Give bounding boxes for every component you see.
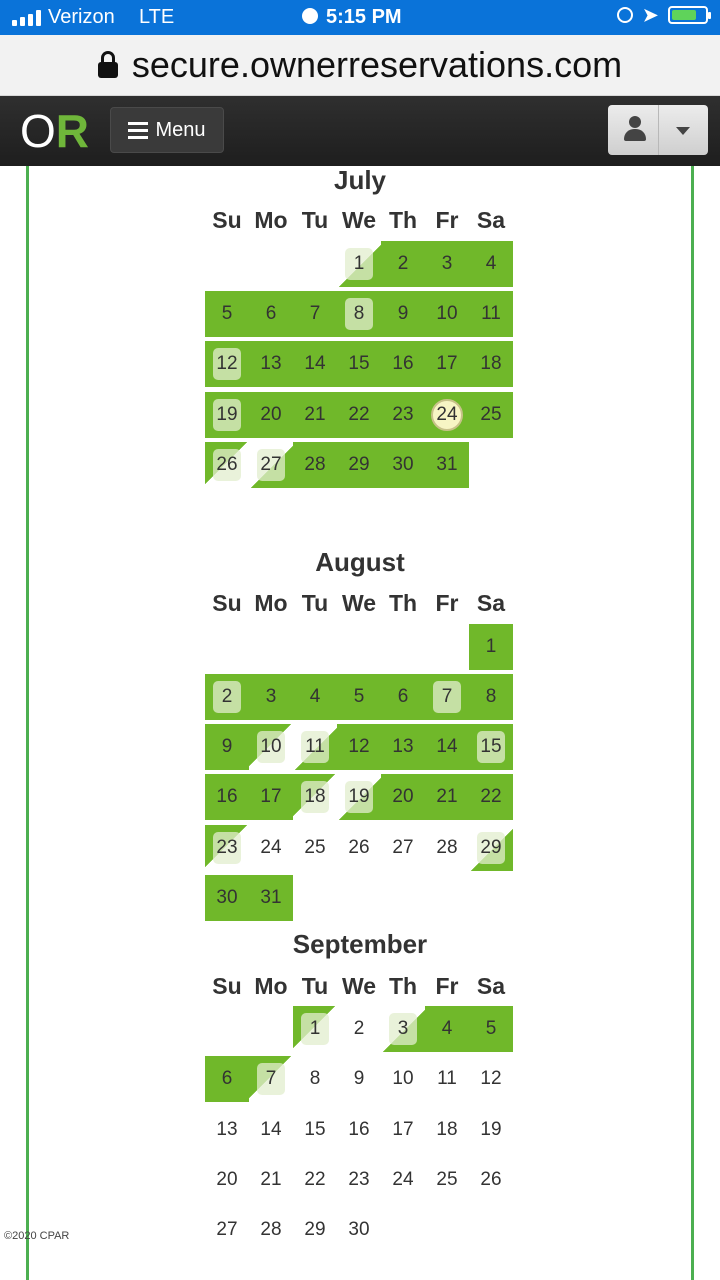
weekday-header: Sa: [476, 973, 506, 999]
calendar-day[interactable]: [249, 825, 293, 871]
day-number: 17: [260, 786, 282, 807]
day-number: 10: [436, 303, 458, 324]
day-number: 16: [216, 786, 238, 807]
day-number: 3: [441, 253, 453, 274]
day-number: 3: [265, 686, 277, 707]
signal-icon: [12, 10, 42, 26]
month-title-july: July: [333, 165, 387, 195]
weekday-header: We: [341, 207, 377, 233]
calendar-day[interactable]: [337, 442, 381, 488]
day-number: 8: [309, 1068, 321, 1089]
menu-button[interactable]: [110, 107, 224, 153]
calendar-day[interactable]: [293, 1107, 337, 1153]
day-number: 22: [304, 1169, 326, 1190]
day-number: 5: [353, 686, 365, 707]
weekday-header: Sa: [476, 590, 506, 616]
calendar-day[interactable]: [249, 724, 293, 770]
calendar-day[interactable]: [337, 341, 381, 387]
day-number: 7: [309, 303, 321, 324]
calendar-day[interactable]: [293, 674, 337, 720]
url-text[interactable]: secure.ownerreservations.com: [131, 44, 623, 85]
day-number: 4: [485, 253, 497, 274]
calendar-day[interactable]: [425, 674, 469, 720]
calendar-day[interactable]: [293, 291, 337, 337]
day-number: 25: [304, 837, 326, 858]
calendar-day[interactable]: [205, 1107, 249, 1153]
day-number: 8: [485, 686, 497, 707]
calendar-day[interactable]: [249, 1207, 293, 1253]
day-number: 15: [304, 1119, 326, 1140]
day-number: 1: [485, 636, 497, 657]
user-account-button[interactable]: [608, 105, 658, 155]
day-number: 19: [345, 781, 373, 813]
logo-o: O: [20, 105, 56, 157]
day-number: 9: [397, 303, 409, 324]
day-number: 11: [481, 303, 501, 324]
day-number: 4: [309, 686, 321, 707]
day-number: 26: [480, 1169, 502, 1190]
day-number: 15: [348, 353, 370, 374]
weekday-header: Tu: [301, 590, 329, 616]
day-number: 11: [437, 1068, 457, 1089]
day-number: 19: [213, 399, 241, 431]
calendar-day[interactable]: [293, 1056, 337, 1102]
weekday-header: We: [341, 590, 377, 616]
weekday-header: Su: [212, 590, 242, 616]
calendar-day[interactable]: [469, 291, 513, 337]
address-bar[interactable]: [0, 35, 720, 96]
calendar-day[interactable]: [205, 774, 249, 820]
day-number: 2: [353, 1018, 365, 1039]
day-number: 9: [353, 1068, 365, 1089]
day-number: 22: [480, 786, 502, 807]
calendar-day[interactable]: [337, 1107, 381, 1153]
calendar-day[interactable]: [381, 291, 425, 337]
day-number: 1: [301, 1013, 329, 1045]
status-bar: [0, 0, 720, 35]
day-number: 21: [304, 404, 326, 425]
calendar-day[interactable]: [469, 341, 513, 387]
day-number: 30: [392, 454, 414, 475]
time-label: 5:15 PM: [326, 6, 402, 28]
calendar-day[interactable]: [469, 241, 513, 287]
day-number: 18: [480, 353, 502, 374]
network-label: LTE: [139, 6, 175, 28]
day-number: 6: [265, 303, 277, 324]
calendar-day[interactable]: [381, 341, 425, 387]
day-number: 5: [485, 1018, 497, 1039]
calendar-day[interactable]: [381, 825, 425, 871]
calendar-day[interactable]: [249, 341, 293, 387]
day-number: 29: [304, 1219, 326, 1240]
calendar-day[interactable]: [205, 724, 249, 770]
calendar-day[interactable]: [205, 1207, 249, 1253]
day-number: 2: [397, 253, 409, 274]
clock-time: [302, 6, 402, 29]
carrier-label: Verizon: [48, 6, 115, 28]
day-number: 16: [392, 353, 414, 374]
day-number: 12: [213, 348, 241, 380]
weekday-header: Mo: [254, 207, 288, 233]
calendar-day[interactable]: [381, 724, 425, 770]
weekday-header: Tu: [301, 207, 329, 233]
calendar-day[interactable]: [249, 291, 293, 337]
calendar-day[interactable]: [425, 825, 469, 871]
day-number: 27: [392, 837, 414, 858]
calendar-day[interactable]: [293, 1157, 337, 1203]
calendar-day[interactable]: [425, 724, 469, 770]
day-number: 28: [436, 837, 458, 858]
calendar-day[interactable]: [381, 392, 425, 438]
calendar-day[interactable]: [337, 674, 381, 720]
calendar-day[interactable]: [205, 1157, 249, 1203]
day-number: 7: [433, 681, 461, 713]
calendar-day[interactable]: [249, 774, 293, 820]
calendar-day[interactable]: [293, 442, 337, 488]
day-number: 11: [301, 731, 329, 763]
calendar-day[interactable]: [249, 674, 293, 720]
calendar-day[interactable]: [381, 1157, 425, 1203]
calendar-day[interactable]: [381, 442, 425, 488]
calendar-day[interactable]: [425, 241, 469, 287]
weekday-header: Fr: [435, 590, 459, 616]
site-logo[interactable]: [20, 106, 89, 156]
calendar-day[interactable]: [293, 1006, 337, 1052]
day-number: 25: [480, 404, 502, 425]
calendar-day[interactable]: [469, 674, 513, 720]
calendar-day[interactable]: [425, 442, 469, 488]
calendar-day[interactable]: [249, 1056, 293, 1102]
calendar-day[interactable]: [249, 442, 293, 488]
day-number: 28: [260, 1219, 282, 1240]
calendar-day[interactable]: [425, 1157, 469, 1203]
day-number: 17: [392, 1119, 414, 1140]
day-number: 21: [436, 786, 458, 807]
calendar-day[interactable]: [249, 392, 293, 438]
weekday-header: We: [341, 973, 377, 999]
calendar-day[interactable]: [381, 1006, 425, 1052]
day-number: 29: [477, 832, 505, 864]
calendar-day[interactable]: [249, 875, 293, 921]
calendar-day[interactable]: [381, 774, 425, 820]
day-number: 30: [216, 887, 238, 908]
day-number: 16: [348, 1119, 370, 1140]
calendar-day[interactable]: [205, 291, 249, 337]
day-number: 14: [260, 1119, 282, 1140]
calendar-day[interactable]: [381, 1107, 425, 1153]
calendar-day[interactable]: [469, 624, 513, 670]
calendar-day[interactable]: [205, 341, 249, 387]
weekday-header: Sa: [476, 207, 506, 233]
day-number: 9: [221, 736, 233, 757]
weekday-header: Th: [388, 973, 418, 999]
chevron-down-icon: [676, 127, 690, 135]
day-number: 26: [348, 837, 370, 858]
weekday-header: Su: [212, 973, 242, 999]
day-number: 13: [260, 353, 282, 374]
location-icon: ➤: [642, 5, 658, 25]
calendar-day[interactable]: [205, 875, 249, 921]
calendar-day[interactable]: [469, 392, 513, 438]
day-number: 1: [345, 248, 373, 280]
day-number: 4: [441, 1018, 453, 1039]
calendar-day[interactable]: [293, 392, 337, 438]
day-number: 19: [480, 1119, 502, 1140]
day-number: 29: [348, 454, 370, 475]
month-title-september: September: [292, 929, 428, 959]
day-number: 24: [431, 399, 463, 431]
day-number: 31: [260, 887, 282, 908]
day-number: 17: [436, 353, 458, 374]
day-number: 5: [221, 303, 233, 324]
calendar-day[interactable]: [469, 724, 513, 770]
calendar-day[interactable]: [425, 1006, 469, 1052]
calendar-day[interactable]: [425, 392, 469, 438]
calendar-day[interactable]: [469, 1056, 513, 1102]
day-number: 6: [221, 1068, 233, 1089]
day-number: 7: [257, 1063, 285, 1095]
clock-icon: [302, 8, 318, 24]
day-number: 10: [257, 731, 285, 763]
calendar-day[interactable]: [337, 1056, 381, 1102]
calendar-day[interactable]: [469, 1157, 513, 1203]
calendar-day[interactable]: [293, 825, 337, 871]
logo-r: R: [55, 105, 90, 157]
copyright: ©2020 CPAR: [4, 1230, 70, 1242]
day-number: 22: [348, 404, 370, 425]
calendar-day[interactable]: [205, 442, 249, 488]
calendar-day[interactable]: [337, 1207, 381, 1253]
day-number: 12: [480, 1068, 502, 1089]
calendar-day[interactable]: [337, 1006, 381, 1052]
weekday-header: Fr: [435, 207, 459, 233]
day-number: 18: [436, 1119, 458, 1140]
day-number: 14: [304, 353, 326, 374]
day-number: 3: [389, 1013, 417, 1045]
weekday-header: Tu: [301, 973, 329, 999]
calendar-day[interactable]: [425, 341, 469, 387]
calendar-day[interactable]: [381, 241, 425, 287]
day-number: 10: [392, 1068, 414, 1089]
calendar-day[interactable]: [205, 392, 249, 438]
menu-label: Menu: [155, 118, 206, 141]
calendar-day[interactable]: [249, 1107, 293, 1153]
calendar-day[interactable]: [293, 724, 337, 770]
calendar-day[interactable]: [469, 1107, 513, 1153]
calendar-day[interactable]: [293, 341, 337, 387]
day-number: 24: [392, 1169, 414, 1190]
day-number: 24: [260, 837, 282, 858]
day-number: 8: [345, 298, 373, 330]
day-number: 14: [436, 736, 458, 757]
calendar-day[interactable]: [469, 825, 513, 871]
day-number: 20: [260, 404, 282, 425]
calendar-day[interactable]: [469, 1006, 513, 1052]
day-number: 12: [348, 736, 370, 757]
lock-icon: [98, 51, 118, 79]
calendar-day[interactable]: [205, 825, 249, 871]
calendar-day[interactable]: [425, 291, 469, 337]
hamburger-icon: [128, 122, 148, 139]
day-number: 20: [392, 786, 414, 807]
calendar-day[interactable]: [337, 724, 381, 770]
calendar-day[interactable]: [293, 774, 337, 820]
battery-charging-icon: [668, 6, 708, 24]
weekday-header: Mo: [254, 973, 288, 999]
status-icons: [617, 6, 708, 24]
day-number: 18: [301, 781, 329, 813]
calendar-day[interactable]: [337, 1157, 381, 1203]
calendar-day[interactable]: [381, 674, 425, 720]
day-number: 27: [216, 1219, 238, 1240]
weekday-header: Mo: [254, 590, 288, 616]
calendar-day[interactable]: [205, 1056, 249, 1102]
day-number: 23: [392, 404, 414, 425]
calendar-day[interactable]: [337, 291, 381, 337]
day-number: 30: [348, 1219, 370, 1240]
weekday-header: Th: [388, 207, 418, 233]
user-dropdown-toggle[interactable]: [658, 105, 709, 155]
calendar-day[interactable]: [425, 1107, 469, 1153]
lock-rotation-icon: [617, 7, 633, 23]
calendar-day[interactable]: [249, 1157, 293, 1203]
calendar-day[interactable]: [337, 392, 381, 438]
day-number: 28: [304, 454, 326, 475]
day-number: 13: [216, 1119, 238, 1140]
user-menu-button[interactable]: [608, 105, 708, 155]
day-number: 27: [257, 449, 285, 481]
day-number: 25: [436, 1169, 458, 1190]
calendar-day[interactable]: [293, 1207, 337, 1253]
day-number: 13: [392, 736, 414, 757]
month-title-august: August: [315, 547, 405, 577]
day-number: 26: [213, 449, 241, 481]
calendar-day[interactable]: [381, 1056, 425, 1102]
day-number: 21: [260, 1169, 282, 1190]
weekday-header: Su: [212, 207, 242, 233]
calendar-day[interactable]: [337, 774, 381, 820]
calendar-day[interactable]: [469, 774, 513, 820]
calendar-day[interactable]: [205, 674, 249, 720]
calendar-day[interactable]: [337, 241, 381, 287]
day-number: 31: [436, 454, 458, 475]
day-number: 2: [213, 681, 241, 713]
calendar-day[interactable]: [337, 825, 381, 871]
calendar-day[interactable]: [425, 774, 469, 820]
calendar-day[interactable]: [425, 1056, 469, 1102]
day-number: 23: [213, 832, 241, 864]
day-number: 23: [348, 1169, 370, 1190]
day-number: 20: [216, 1169, 238, 1190]
weekday-header: Fr: [435, 973, 459, 999]
day-number: 6: [397, 686, 409, 707]
weekday-header: Th: [388, 590, 418, 616]
day-number: 15: [477, 731, 505, 763]
